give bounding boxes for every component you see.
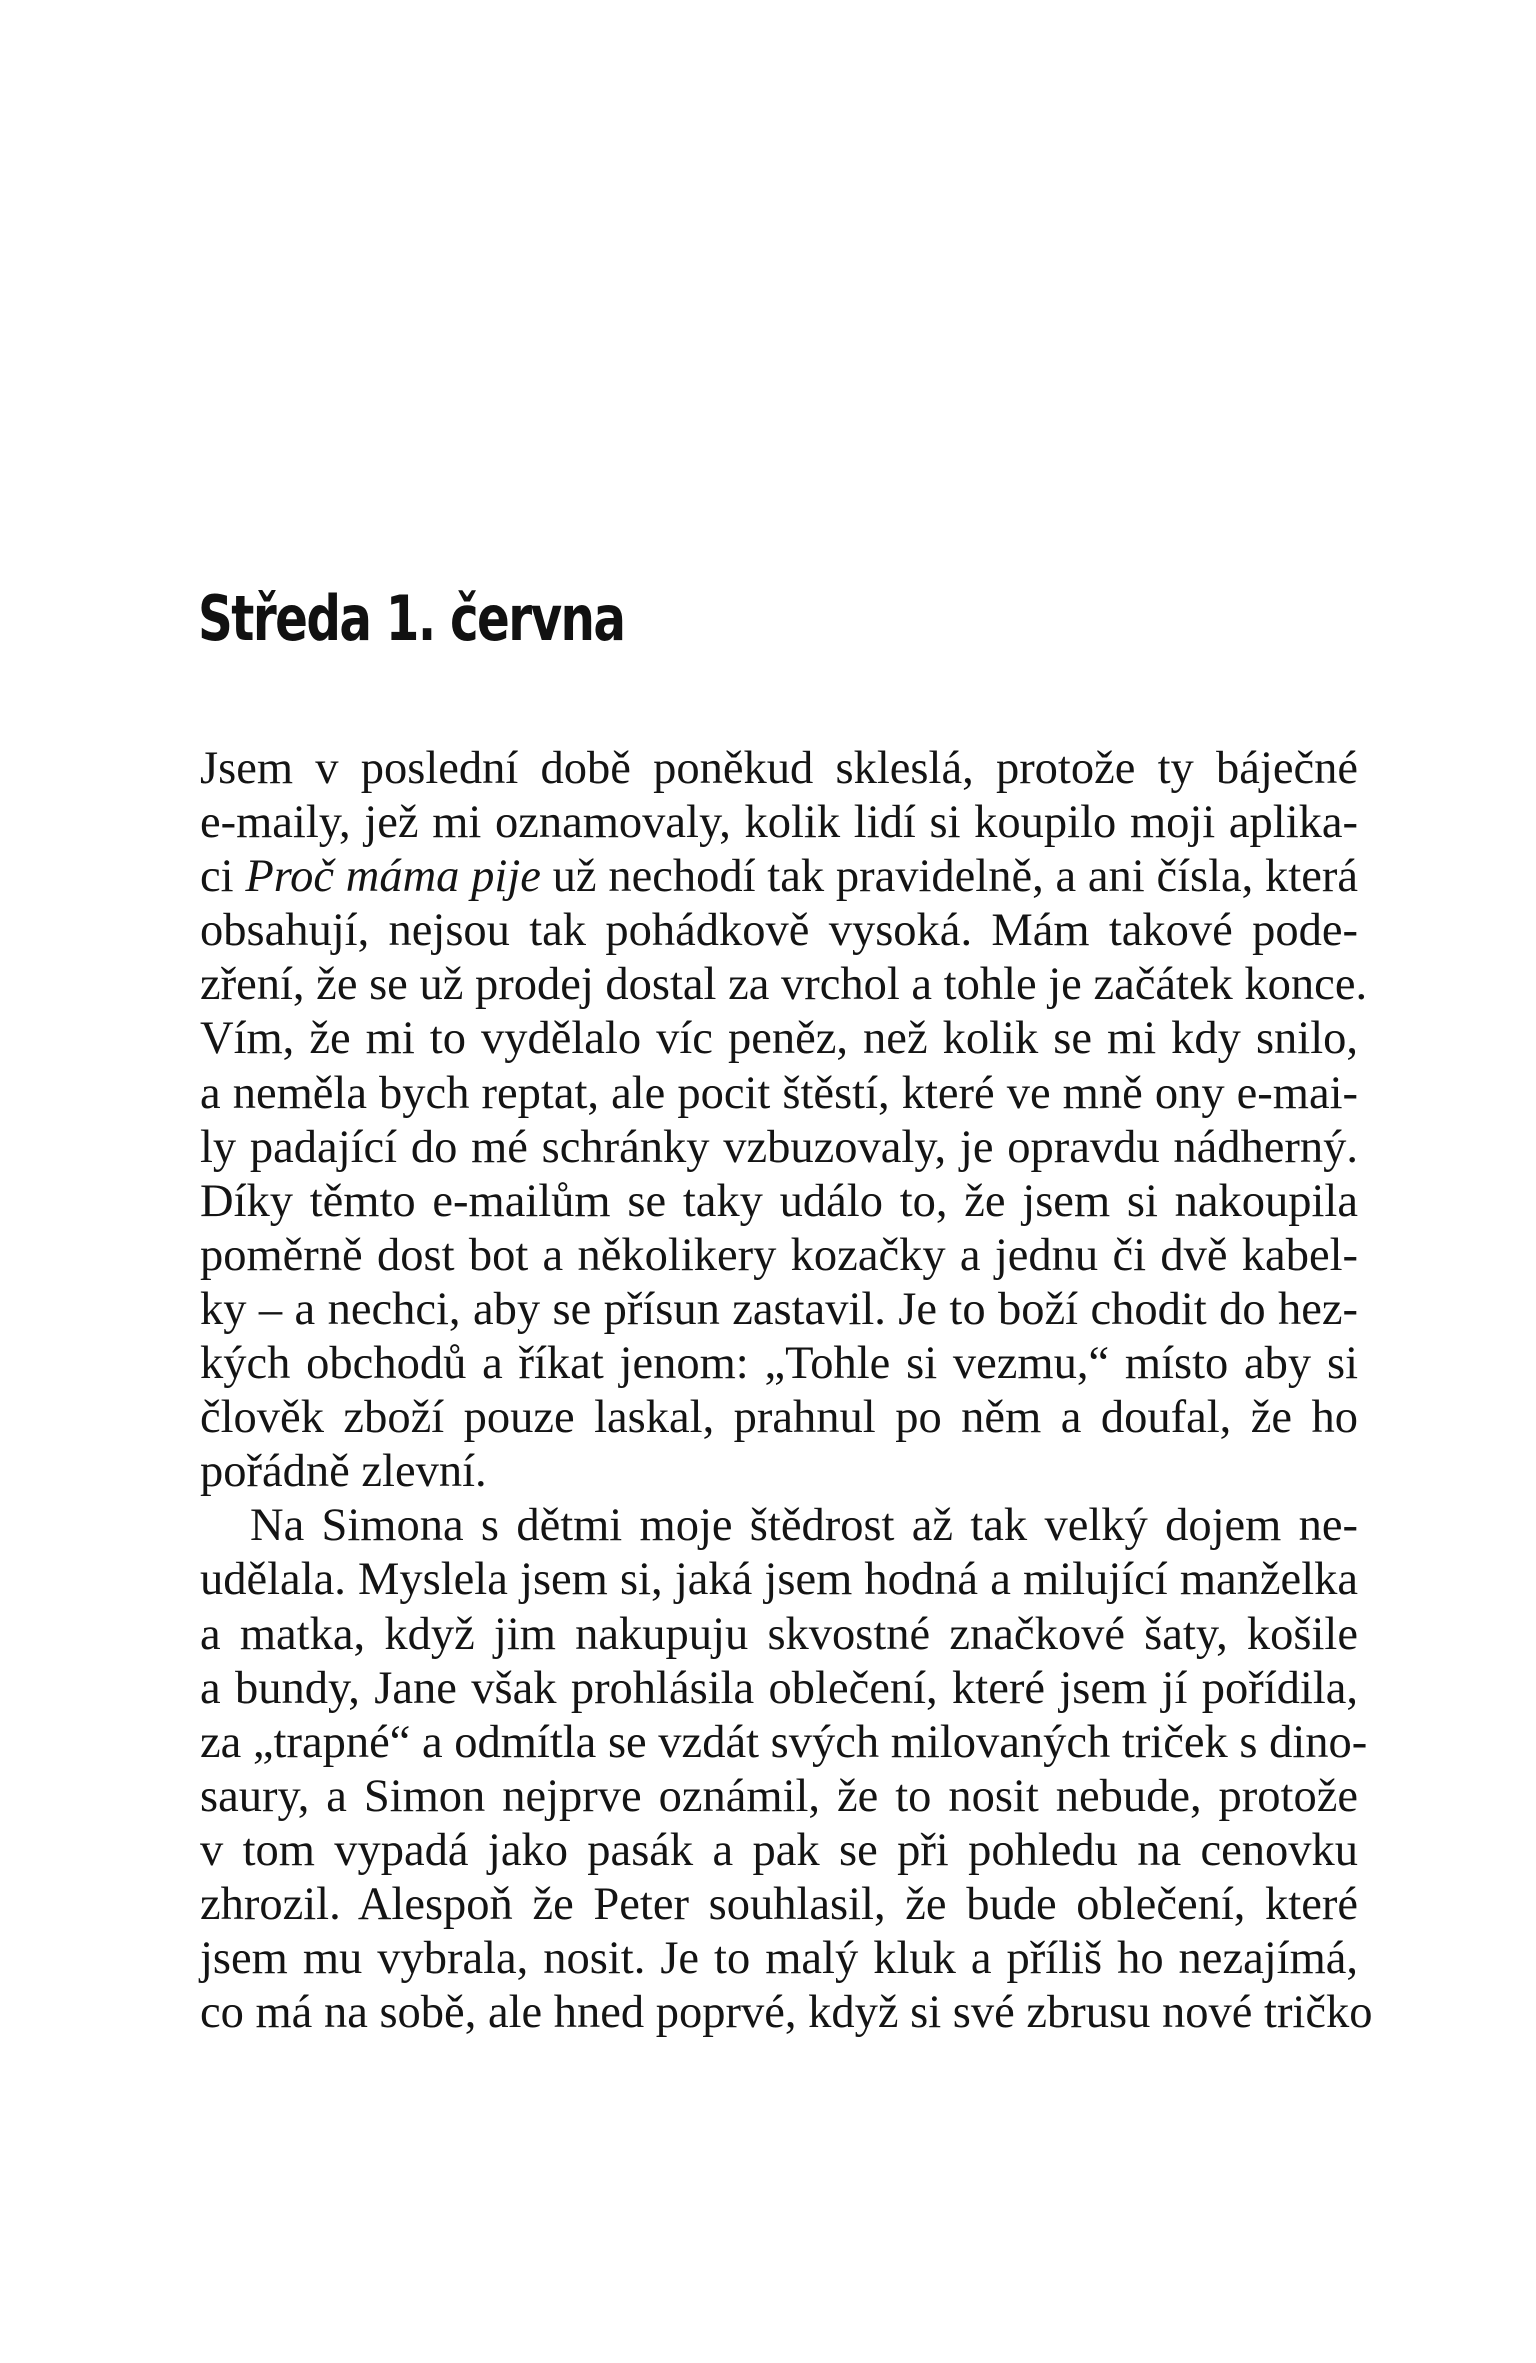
text-line: zření, že se už prodej dostal za vrchol a tohle je začátek konce. — [200, 959, 1368, 1011]
chapter-heading: Středa 1. června — [198, 582, 625, 655]
text-line: za „trapné“ a odmítla se vzdát svých milovaných triček s dino- — [200, 1716, 1368, 1768]
text-line: saury, a Simon nejprve oznámil, že to nosit nebude, protože — [200, 1770, 1358, 1822]
text-fragment: už nechodí tak pravidelně, a ani čísla, která — [540, 851, 1358, 903]
text-line: Jsem v poslední době poněkud skleslá, protože ty báječné — [200, 743, 1358, 794]
text-line: co má na sobě, ale hned poprvé, když si své zbrusu nové tričko — [200, 1987, 1373, 2039]
text-line: a matka, když jim nakupuju skvostné značkové šaty, košile — [200, 1608, 1358, 1660]
text-fragment: ci — [200, 851, 246, 903]
text-line-with-title — [200, 850, 1358, 904]
text-line: člověk zboží pouze laskal, prahnul po něm a doufal, že ho — [200, 1392, 1358, 1444]
text-line: a neměla bych reptat, ale pocit štěstí, které ve mně ony e-mai- — [200, 1067, 1358, 1119]
text-line: e-maily, jež mi oznamovaly, kolik lidí si koupilo moji aplika- — [200, 797, 1358, 849]
text-line: kých obchodů a říkat jenom: „Tohle si vezmu,“ místo aby si — [200, 1338, 1358, 1390]
app-title: Proč máma pije — [245, 851, 541, 903]
text-line: v tom vypadá jako pasák a pak se při pohledu na cenovku — [200, 1824, 1358, 1876]
text-line: ly padající do mé schránky vzbuzovaly, je opravdu nádherný. — [200, 1121, 1358, 1173]
text-line: udělala. Myslela jsem si, jaká jsem hodná a milující manželka — [200, 1554, 1358, 1606]
text-line: pořádně zlevní. — [200, 1446, 487, 1498]
text-line: a bundy, Jane však prohlásila oblečení, které jsem jí pořídila, — [200, 1662, 1358, 1714]
text-line: obsahují, nejsou tak pohádkově vysoká. Mám takové pode- — [200, 905, 1358, 957]
text-line: poměrně dost bot a několikery kozačky a jednu či dvě kabel- — [200, 1229, 1358, 1281]
text-line: Díky těmto e-mailům se taky událo to, že jsem si nakoupila — [200, 1175, 1358, 1227]
body-text — [200, 742, 1373, 2040]
text-line: Na Simona s dětmi moje štědrost až tak velký dojem ne- — [250, 1500, 1358, 1552]
text-line: Vím, že mi to vydělalo víc peněz, než kolik se mi kdy snilo, — [200, 1013, 1358, 1065]
text-line: ky – a nechci, aby se přísun zastavil. Je to boží chodit do hez- — [200, 1283, 1358, 1335]
text-line: jsem mu vybrala, nosit. Je to malý kluk a příliš ho nezajímá, — [200, 1933, 1358, 1985]
text-line: zhrozil. Alespoň že Peter souhlasil, že bude oblečení, které — [200, 1878, 1358, 1930]
